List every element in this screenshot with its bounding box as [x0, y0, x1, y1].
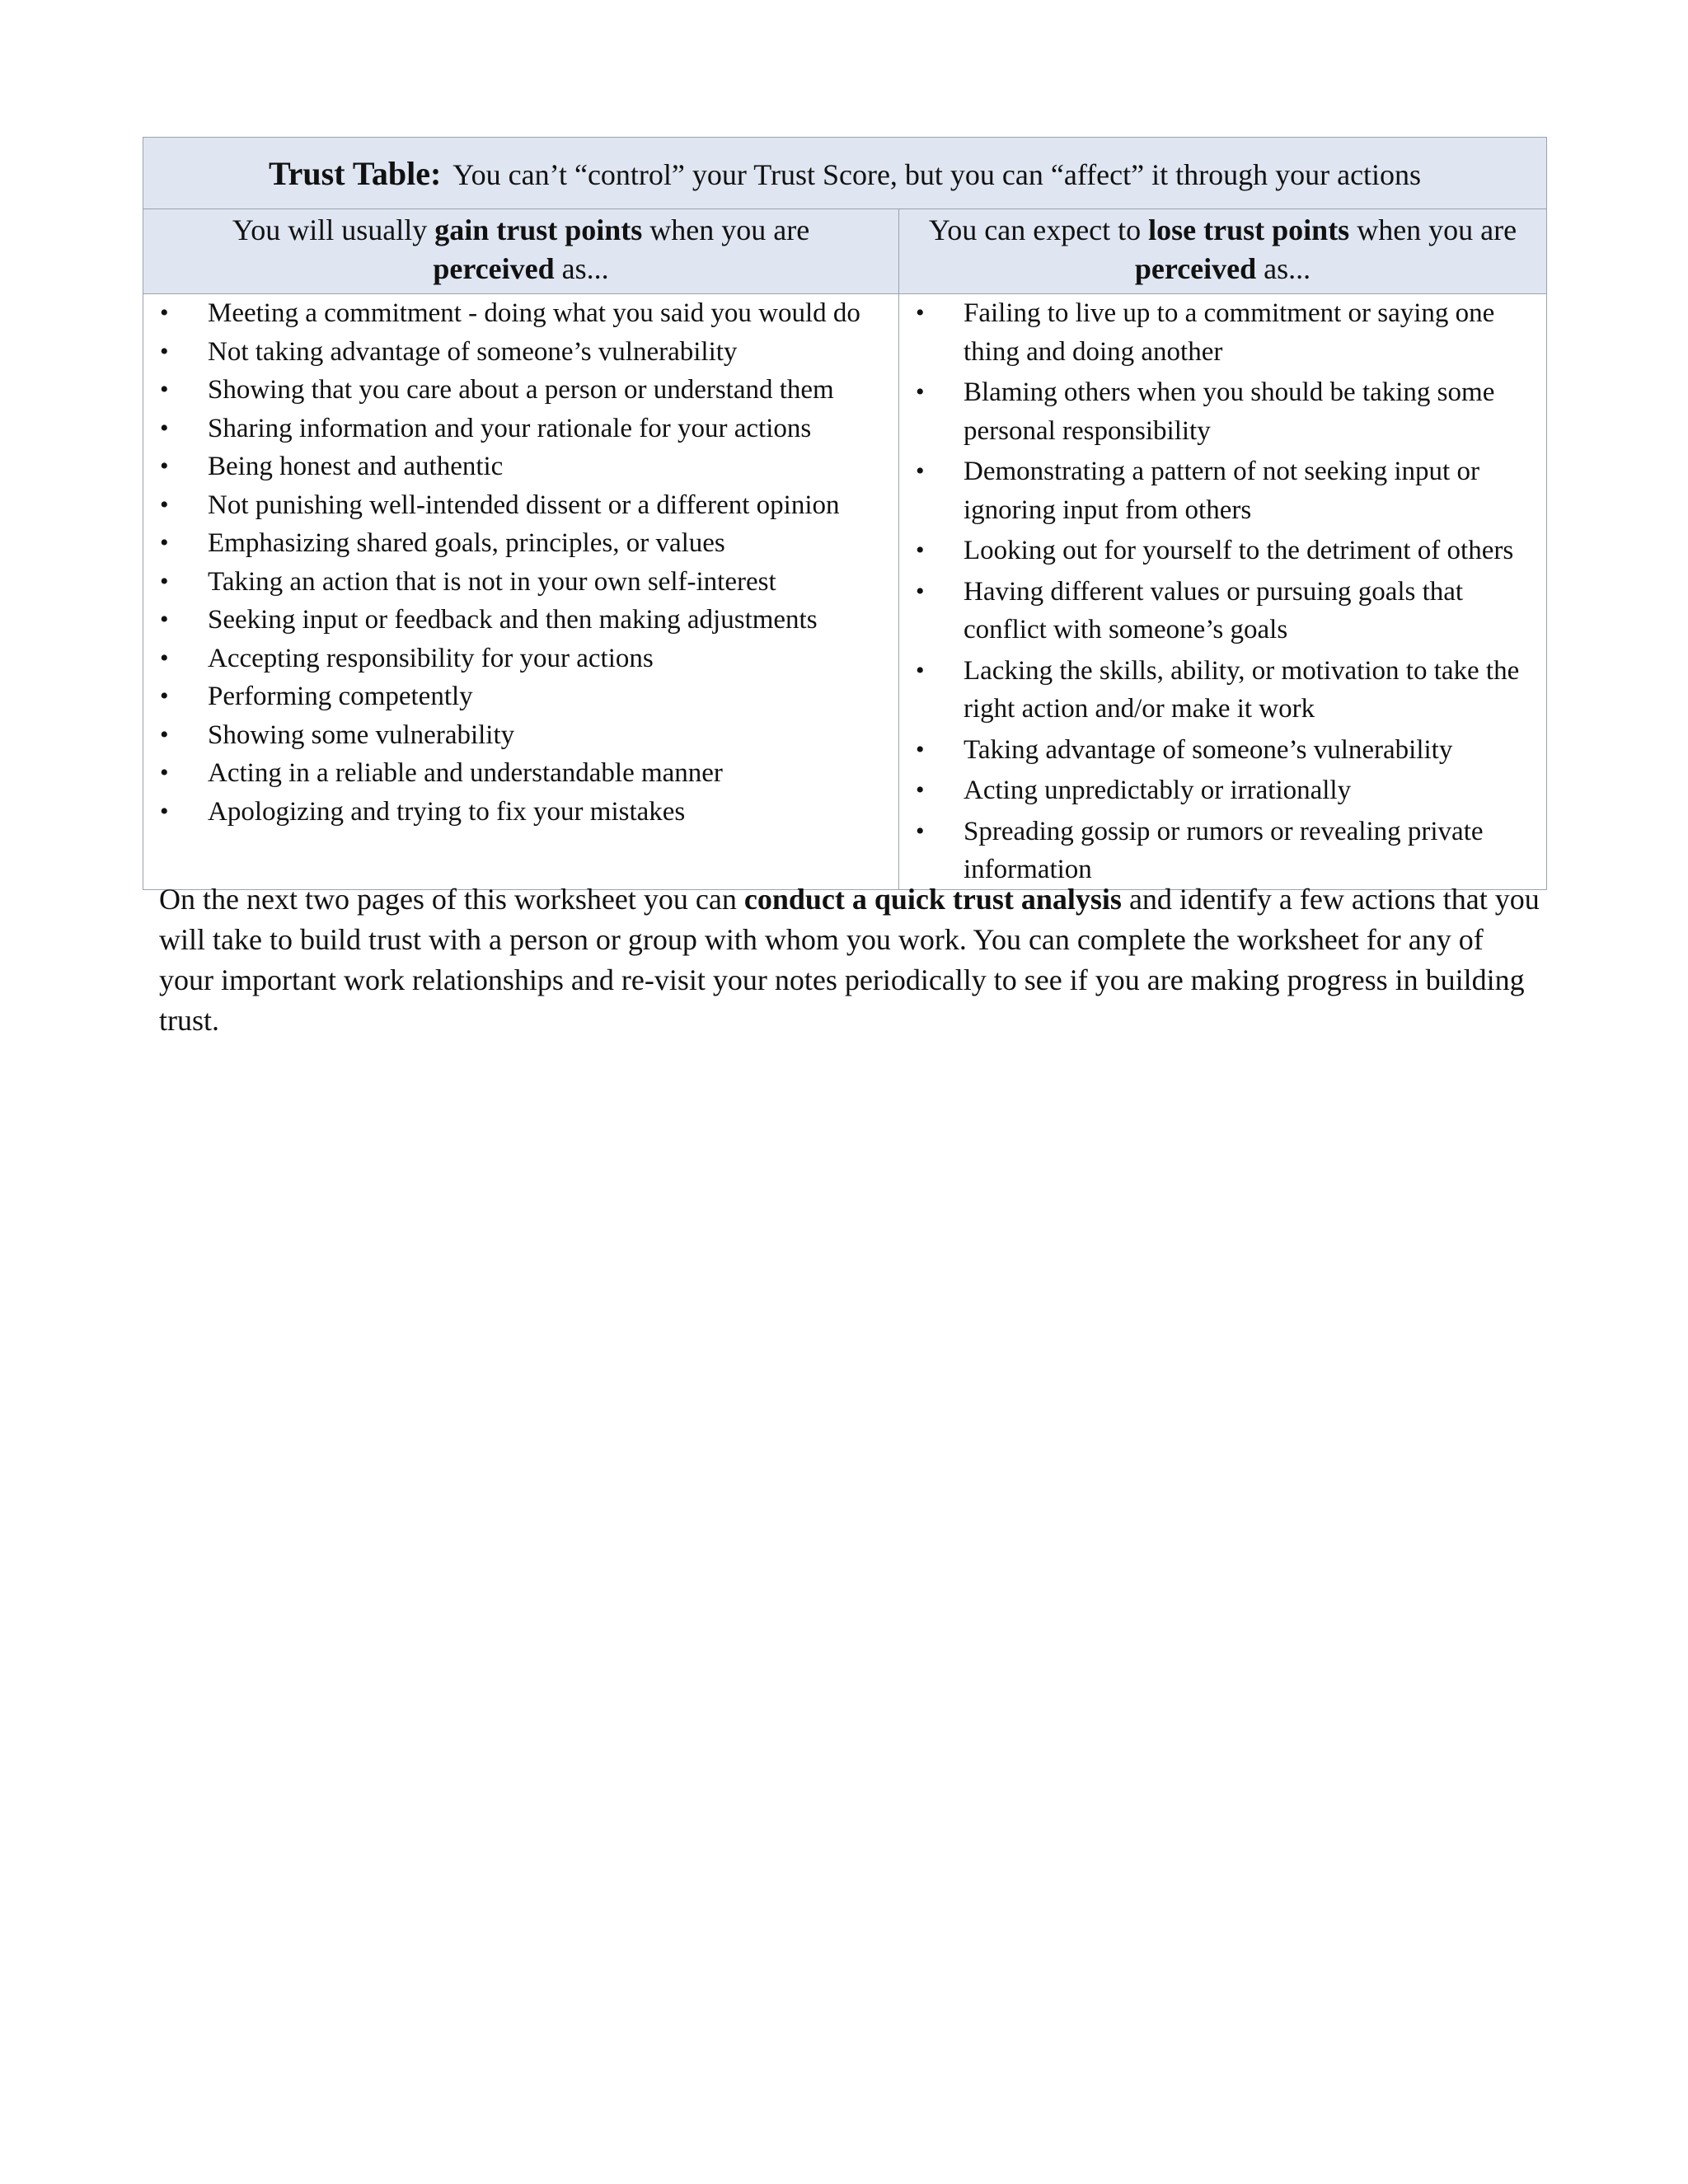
gain-list-item [143, 640, 898, 678]
bullet-icon: • [160, 644, 169, 672]
table-title-label: Trust Table: [268, 154, 442, 192]
gain-list-item [143, 371, 898, 410]
lose-item-text: Taking advantage of someone’s vulnerability [964, 734, 1453, 765]
gain-list-item [143, 294, 898, 333]
bullet-icon: • [916, 299, 925, 326]
bullet-icon: • [160, 682, 169, 710]
bullet-icon: • [916, 378, 925, 405]
bullet-icon: • [160, 337, 169, 365]
lose-list-item [899, 652, 1546, 729]
gain-column-header [143, 209, 899, 294]
lose-list-item [899, 532, 1546, 570]
gain-header-text: You will usually [232, 213, 435, 246]
bullet-icon: • [160, 299, 169, 326]
lose-header-emphasis: lose trust points [1148, 213, 1350, 246]
gain-item-text: Meeting a commitment - doing what you said you would do [208, 298, 860, 328]
gain-item-text: Showing some vulnerability [208, 719, 515, 750]
lose-list-item [899, 294, 1546, 371]
gain-item-text: Being honest and authentic [208, 452, 504, 481]
gain-item-text: Sharing information and your rationale for your actions [208, 413, 812, 443]
bullet-icon: • [160, 759, 169, 786]
bullet-icon: • [160, 797, 169, 825]
lose-item-text: Spreading gossip or rumors or revealing private information [964, 816, 1484, 884]
gain-item-text: Acting in a reliable and understandable manner [208, 758, 723, 788]
gain-list-item [143, 677, 898, 716]
lose-list-item [899, 731, 1546, 770]
gain-list-item [143, 754, 898, 793]
lose-list-item [899, 771, 1546, 810]
lose-item-text: Demonstrating a pattern of not seeking input or ignoring input from others [964, 457, 1479, 525]
gain-list-item [143, 524, 898, 563]
lose-list-item [899, 813, 1546, 889]
gain-header-text: when you are [642, 213, 810, 246]
gain-list-item [143, 601, 898, 640]
gain-list-cell [143, 294, 899, 890]
lose-header-text: as... [1256, 252, 1311, 285]
lose-item-text: Looking out for yourself to the detriment of others [964, 536, 1514, 565]
bullet-icon: • [160, 529, 169, 556]
instructions-text: and identify a few actions that you will take to build trust with a person or group with whom you work. You can complete the worksheet for any of your important work relationships and re-visit your notes periodically to see if you are making progress in building trust. [159, 883, 1540, 1037]
bullet-icon: • [160, 376, 169, 403]
gain-list-item [143, 793, 898, 832]
bullet-icon: • [916, 735, 925, 763]
gain-header-emphasis: gain trust points [434, 213, 643, 246]
lose-header-text: when you are [1349, 213, 1517, 246]
lose-list-cell [899, 294, 1547, 890]
gain-list-item [143, 486, 898, 525]
bullet-icon: • [916, 457, 925, 485]
gain-list-item [143, 410, 898, 448]
table-title-text: You can’t “control” your Trust Score, but you can “affect” it through your actions [452, 157, 1422, 191]
gain-item-text: Apologizing and trying to fix your mistakes [208, 796, 686, 827]
lose-column-header [899, 209, 1547, 294]
gain-header-emphasis: perceived [433, 252, 555, 285]
lose-header-emphasis: perceived [1134, 252, 1257, 285]
table-title-row [143, 138, 1547, 209]
bullet-icon: • [916, 776, 925, 804]
gain-item-text: Not taking advantage of someone’s vulnerability [208, 336, 738, 367]
worksheet-instructions [159, 879, 1544, 1041]
bullet-icon: • [160, 452, 169, 480]
gain-list-item [143, 716, 898, 755]
lose-item-text: Blaming others when you should be taking some personal responsibility [964, 377, 1495, 446]
gain-item-text: Showing that you care about a person or understand them [208, 375, 834, 405]
lose-item-text: Lacking the skills, ability, or motivation to take the right action and/or make it work [964, 655, 1520, 724]
gain-header-text: as... [554, 252, 609, 285]
gain-list-item [143, 448, 898, 486]
gain-item-text: Not punishing well-intended dissent or a different opinion [208, 490, 840, 520]
instructions-text: On the next two pages of this worksheet you can [159, 883, 744, 916]
trust-table [143, 137, 1547, 890]
gain-item-text: Accepting responsibility for your actions [208, 643, 654, 673]
gain-list-item [143, 333, 898, 372]
gain-trust-list [143, 294, 898, 831]
gain-item-text: Emphasizing shared goals, principles, or values [208, 528, 725, 558]
bullet-icon: • [160, 567, 169, 595]
bullet-icon: • [160, 414, 169, 442]
bullet-icon: • [916, 656, 925, 684]
table-header-row [143, 209, 1547, 294]
lose-list-item [899, 373, 1546, 450]
lose-list-item [899, 573, 1546, 649]
gain-item-text: Performing competently [208, 682, 473, 711]
bullet-icon: • [916, 817, 925, 845]
bullet-icon: • [916, 577, 925, 605]
gain-list-item [143, 563, 898, 602]
bullet-icon: • [160, 490, 169, 518]
bullet-icon: • [160, 606, 169, 633]
bullet-icon: • [160, 720, 169, 748]
bullet-icon: • [916, 537, 925, 564]
lose-header-text: You can expect to [928, 213, 1149, 246]
gain-item-text: Taking an action that is not in your own self-interest [208, 566, 776, 597]
table-body-row [143, 294, 1547, 890]
instructions-emphasis: conduct a quick trust analysis [743, 883, 1122, 916]
lose-list-item [899, 452, 1546, 529]
lose-trust-list [899, 294, 1546, 889]
lose-item-text: Acting unpredictably or irrationally [964, 776, 1352, 805]
lose-item-text: Having different values or pursuing goals that conflict with someone’s goals [964, 576, 1464, 644]
table-title [143, 138, 1547, 209]
lose-item-text: Failing to live up to a commitment or saying one thing and doing another [964, 298, 1495, 367]
gain-item-text: Seeking input or feedback and then making adjustments [208, 605, 818, 635]
